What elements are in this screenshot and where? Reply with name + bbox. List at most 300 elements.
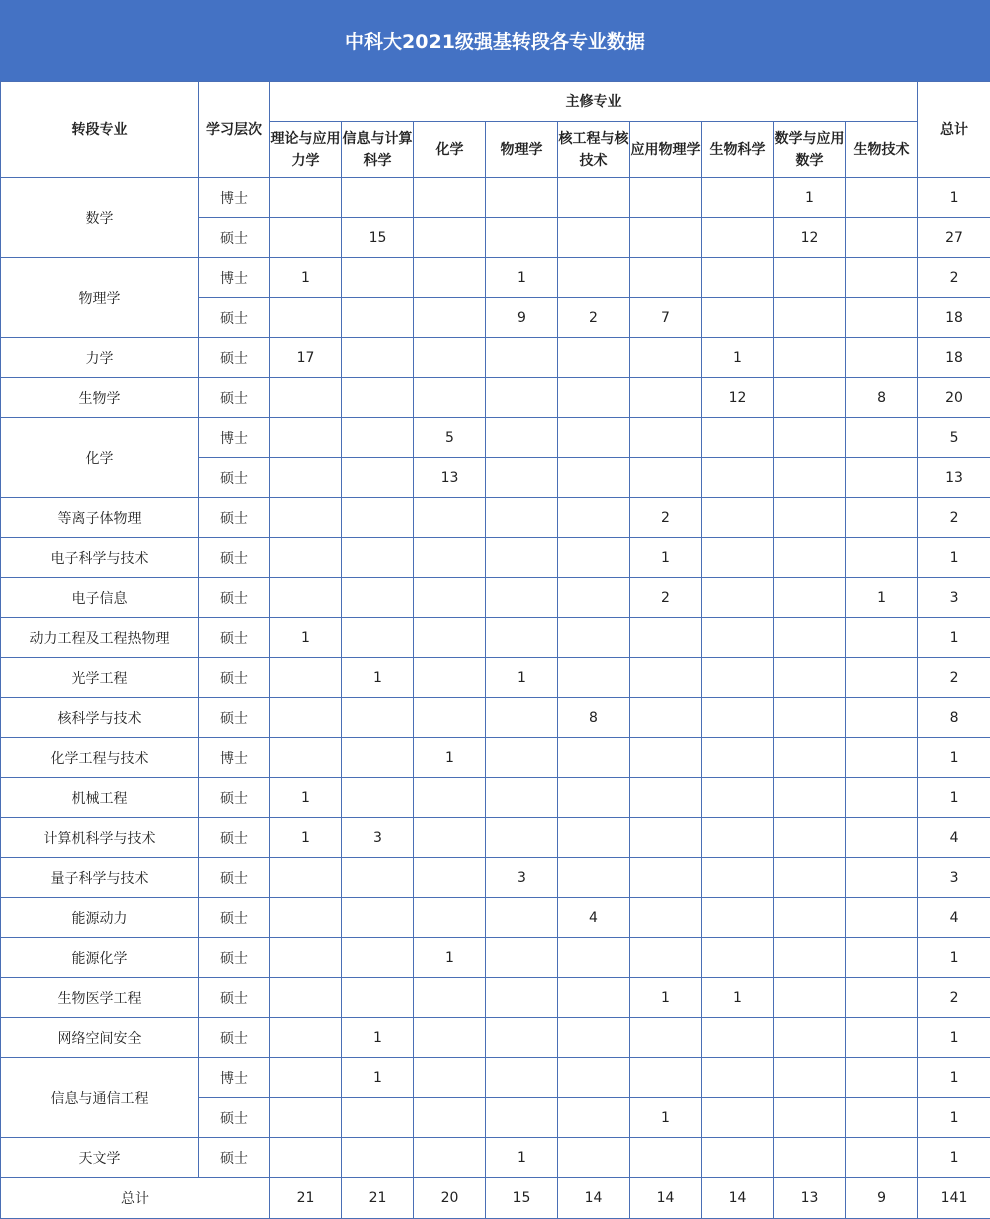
count-cell [702,498,774,538]
count-cell [270,458,342,498]
count-cell [630,698,702,738]
table-row [1,618,990,658]
count-cell [774,978,846,1018]
transfer-major-cell: 光学工程 [1,658,199,698]
count-cell: 1 [342,1058,414,1098]
table-row [1,858,990,898]
transfer-major-cell: 量子科学与技术 [1,858,199,898]
count-cell [342,1138,414,1178]
table-body [1,178,990,1178]
count-cell [846,418,918,458]
count-cell: 1 [270,618,342,658]
column-total-cell: 15 [486,1178,558,1219]
count-cell [486,538,558,578]
header-major: 应用物理学 [630,122,702,178]
count-cell [270,1098,342,1138]
transfer-major-cell: 网络空间安全 [1,1018,199,1058]
row-total-cell: 4 [918,818,990,858]
count-cell [486,1058,558,1098]
level-cell: 硕士 [199,538,270,578]
row-total-cell: 1 [918,778,990,818]
level-cell: 博士 [199,258,270,298]
count-cell [270,1138,342,1178]
table-row [1,178,990,218]
count-cell [486,618,558,658]
count-cell [342,538,414,578]
table-row [1,498,990,538]
level-cell: 硕士 [199,658,270,698]
count-cell: 1 [486,1138,558,1178]
count-cell [414,618,486,658]
count-cell [630,1138,702,1178]
count-cell [846,978,918,1018]
count-cell [558,818,630,858]
count-cell [630,778,702,818]
count-cell [486,1098,558,1138]
row-total-cell: 2 [918,978,990,1018]
count-cell [558,378,630,418]
count-cell: 1 [270,778,342,818]
count-cell [486,738,558,778]
count-cell [414,1138,486,1178]
count-cell [558,618,630,658]
count-cell [702,818,774,858]
count-cell [342,858,414,898]
level-cell: 硕士 [199,858,270,898]
level-cell: 硕士 [199,378,270,418]
count-cell [414,218,486,258]
footer-label: 总计 [1,1178,270,1219]
row-total-cell: 1 [918,1018,990,1058]
count-cell [702,698,774,738]
count-cell [270,858,342,898]
count-cell [486,458,558,498]
header-major: 化学 [414,122,486,178]
count-cell [774,818,846,858]
table-row [1,698,990,738]
count-cell [558,1098,630,1138]
count-cell [486,1018,558,1058]
table-row [1,978,990,1018]
transfer-major-cell: 信息与通信工程 [1,1058,199,1138]
count-cell [630,178,702,218]
row-total-cell: 1 [918,538,990,578]
count-cell [558,418,630,458]
header-major: 信息与计算科学 [342,122,414,178]
count-cell [846,698,918,738]
count-cell [342,898,414,938]
header-level: 学习层次 [199,82,270,178]
column-total-cell: 14 [702,1178,774,1219]
count-cell [342,778,414,818]
count-cell [558,858,630,898]
table-row [1,778,990,818]
count-cell [558,578,630,618]
level-cell: 硕士 [199,578,270,618]
count-cell [342,978,414,1018]
level-cell: 硕士 [199,818,270,858]
count-cell [774,498,846,538]
count-cell [342,378,414,418]
table-row [1,1058,990,1098]
count-cell [774,898,846,938]
row-total-cell: 1 [918,178,990,218]
count-cell [846,1098,918,1138]
level-cell: 硕士 [199,1018,270,1058]
count-cell [270,978,342,1018]
table-row [1,418,990,458]
transfer-major-cell: 能源化学 [1,938,199,978]
count-cell [702,1058,774,1098]
count-cell [774,298,846,338]
count-cell [486,938,558,978]
row-total-cell: 8 [918,698,990,738]
count-cell: 1 [846,578,918,618]
count-cell [702,418,774,458]
count-cell [774,738,846,778]
count-cell [270,698,342,738]
transfer-major-cell: 电子科学与技术 [1,538,199,578]
count-cell [486,178,558,218]
count-cell: 1 [270,258,342,298]
level-cell: 硕士 [199,298,270,338]
count-cell [486,978,558,1018]
count-cell: 1 [270,818,342,858]
count-cell [846,778,918,818]
level-cell: 博士 [199,1058,270,1098]
count-cell: 12 [774,218,846,258]
count-cell [486,378,558,418]
count-cell [846,1018,918,1058]
transfer-major-cell: 生物医学工程 [1,978,199,1018]
count-cell [270,938,342,978]
table-row [1,578,990,618]
count-cell: 8 [846,378,918,418]
count-cell [270,218,342,258]
count-cell [558,738,630,778]
count-cell [342,418,414,458]
count-cell [630,258,702,298]
count-cell [630,818,702,858]
count-cell [414,1098,486,1138]
transfer-major-cell: 化学工程与技术 [1,738,199,778]
count-cell [846,938,918,978]
count-cell [558,178,630,218]
table-row [1,738,990,778]
count-cell [270,578,342,618]
count-cell [702,938,774,978]
count-cell: 17 [270,338,342,378]
header-major: 生物技术 [846,122,918,178]
count-cell: 7 [630,298,702,338]
count-cell [774,538,846,578]
table-row [1,1018,990,1058]
count-cell [270,658,342,698]
count-cell [558,978,630,1018]
count-cell [774,618,846,658]
count-cell [702,298,774,338]
count-cell [414,778,486,818]
count-cell: 9 [486,298,558,338]
row-total-cell: 18 [918,298,990,338]
transfer-major-cell: 力学 [1,338,199,378]
total-row [1,1178,990,1219]
row-total-cell: 27 [918,218,990,258]
count-cell [486,898,558,938]
transfer-major-cell: 生物学 [1,378,199,418]
level-cell: 博士 [199,418,270,458]
count-cell: 1 [342,1018,414,1058]
count-cell [846,738,918,778]
header-major: 物理学 [486,122,558,178]
row-total-cell: 2 [918,658,990,698]
count-cell [558,338,630,378]
count-cell [846,178,918,218]
count-cell [414,978,486,1018]
count-cell [846,298,918,338]
column-total-cell: 9 [846,1178,918,1219]
count-cell [486,498,558,538]
level-cell: 硕士 [199,698,270,738]
row-total-cell: 2 [918,498,990,538]
count-cell [774,258,846,298]
count-cell: 15 [342,218,414,258]
column-total-cell: 21 [270,1178,342,1219]
count-cell [486,578,558,618]
count-cell: 1 [630,1098,702,1138]
header-transfer-major: 转段专业 [1,82,199,178]
count-cell [270,378,342,418]
count-cell [270,418,342,458]
row-total-cell: 4 [918,898,990,938]
count-cell [774,458,846,498]
count-cell [702,778,774,818]
count-cell [270,178,342,218]
count-cell [270,498,342,538]
count-cell: 1 [486,658,558,698]
count-cell [630,218,702,258]
count-cell [774,1058,846,1098]
count-cell [702,578,774,618]
count-cell [270,298,342,338]
table-row [1,818,990,858]
count-cell [702,858,774,898]
count-cell: 1 [414,738,486,778]
level-cell: 硕士 [199,1098,270,1138]
count-cell [630,738,702,778]
count-cell [702,898,774,938]
count-cell [774,938,846,978]
count-cell [270,1018,342,1058]
header-main-major: 主修专业 [270,82,918,122]
count-cell [702,658,774,698]
count-cell [774,778,846,818]
count-cell [702,618,774,658]
transfer-major-cell: 计算机科学与技术 [1,818,199,858]
count-cell [486,778,558,818]
row-total-cell: 18 [918,338,990,378]
count-cell [630,938,702,978]
count-cell [342,298,414,338]
count-cell [414,258,486,298]
count-cell [414,1018,486,1058]
count-cell [342,698,414,738]
data-table [0,81,990,1219]
count-cell [774,698,846,738]
column-total-cell: 20 [414,1178,486,1219]
level-cell: 硕士 [199,218,270,258]
count-cell [414,1058,486,1098]
column-total-cell: 14 [558,1178,630,1219]
count-cell: 1 [702,978,774,1018]
table-row [1,1138,990,1178]
count-cell [846,818,918,858]
count-cell [342,498,414,538]
count-cell [702,178,774,218]
count-cell [342,338,414,378]
count-cell [342,618,414,658]
count-cell [702,1098,774,1138]
table-row [1,658,990,698]
transfer-major-cell: 天文学 [1,1138,199,1178]
transfer-major-cell: 机械工程 [1,778,199,818]
header-major: 核工程与核技术 [558,122,630,178]
count-cell [630,1018,702,1058]
column-total-cell: 21 [342,1178,414,1219]
count-cell: 2 [630,578,702,618]
count-cell [414,578,486,618]
header-major: 理论与应用力学 [270,122,342,178]
count-cell: 8 [558,698,630,738]
count-cell [558,218,630,258]
count-cell [702,1018,774,1058]
count-cell [630,898,702,938]
count-cell [702,738,774,778]
count-cell [342,938,414,978]
count-cell [846,658,918,698]
count-cell [702,458,774,498]
count-cell [774,578,846,618]
row-total-cell: 20 [918,378,990,418]
count-cell [558,458,630,498]
count-cell [846,218,918,258]
count-cell [774,378,846,418]
count-cell [414,538,486,578]
count-cell: 12 [702,378,774,418]
row-total-cell: 13 [918,458,990,498]
count-cell [630,618,702,658]
count-cell [414,658,486,698]
row-total-cell: 1 [918,1058,990,1098]
count-cell [486,418,558,458]
count-cell [630,378,702,418]
count-cell [558,258,630,298]
count-cell [558,498,630,538]
level-cell: 硕士 [199,938,270,978]
count-cell [846,618,918,658]
row-total-cell: 5 [918,418,990,458]
count-cell [846,338,918,378]
count-cell [270,1058,342,1098]
count-cell: 1 [486,258,558,298]
count-cell [558,538,630,578]
count-cell [630,1058,702,1098]
count-cell [342,1098,414,1138]
count-cell: 3 [486,858,558,898]
count-cell [630,458,702,498]
count-cell [414,338,486,378]
count-cell: 2 [558,298,630,338]
count-cell [774,858,846,898]
count-cell [846,458,918,498]
count-cell [270,898,342,938]
row-total-cell: 1 [918,1098,990,1138]
count-cell [486,818,558,858]
count-cell [846,1058,918,1098]
count-cell: 1 [702,338,774,378]
row-total-cell: 1 [918,938,990,978]
row-total-cell: 3 [918,858,990,898]
header-total: 总计 [918,82,990,178]
count-cell [774,1018,846,1058]
count-cell [342,258,414,298]
count-cell [486,218,558,258]
count-cell [702,1138,774,1178]
level-cell: 硕士 [199,978,270,1018]
count-cell [414,898,486,938]
count-cell [342,178,414,218]
count-cell: 1 [630,978,702,1018]
count-cell [342,738,414,778]
count-cell [630,418,702,458]
count-cell: 1 [630,538,702,578]
row-total-cell: 1 [918,618,990,658]
count-cell [846,258,918,298]
count-cell [846,898,918,938]
level-cell: 硕士 [199,458,270,498]
transfer-major-cell: 电子信息 [1,578,199,618]
count-cell [414,498,486,538]
count-cell [774,1098,846,1138]
table-row [1,258,990,298]
count-cell [558,938,630,978]
count-cell [486,698,558,738]
count-cell [558,1138,630,1178]
count-cell [630,658,702,698]
level-cell: 硕士 [199,498,270,538]
count-cell: 1 [774,178,846,218]
row-total-cell: 3 [918,578,990,618]
count-cell [414,298,486,338]
count-cell [846,858,918,898]
count-cell [414,698,486,738]
transfer-major-cell: 化学 [1,418,199,498]
column-total-cell: 14 [630,1178,702,1219]
header-major: 数学与应用数学 [774,122,846,178]
count-cell [846,538,918,578]
count-cell [342,458,414,498]
count-cell [774,658,846,698]
count-cell [270,538,342,578]
level-cell: 硕士 [199,618,270,658]
transfer-major-cell: 核科学与技术 [1,698,199,738]
row-total-cell: 1 [918,738,990,778]
count-cell: 1 [342,658,414,698]
count-cell [702,258,774,298]
count-cell [342,578,414,618]
count-cell: 1 [414,938,486,978]
count-cell [414,378,486,418]
